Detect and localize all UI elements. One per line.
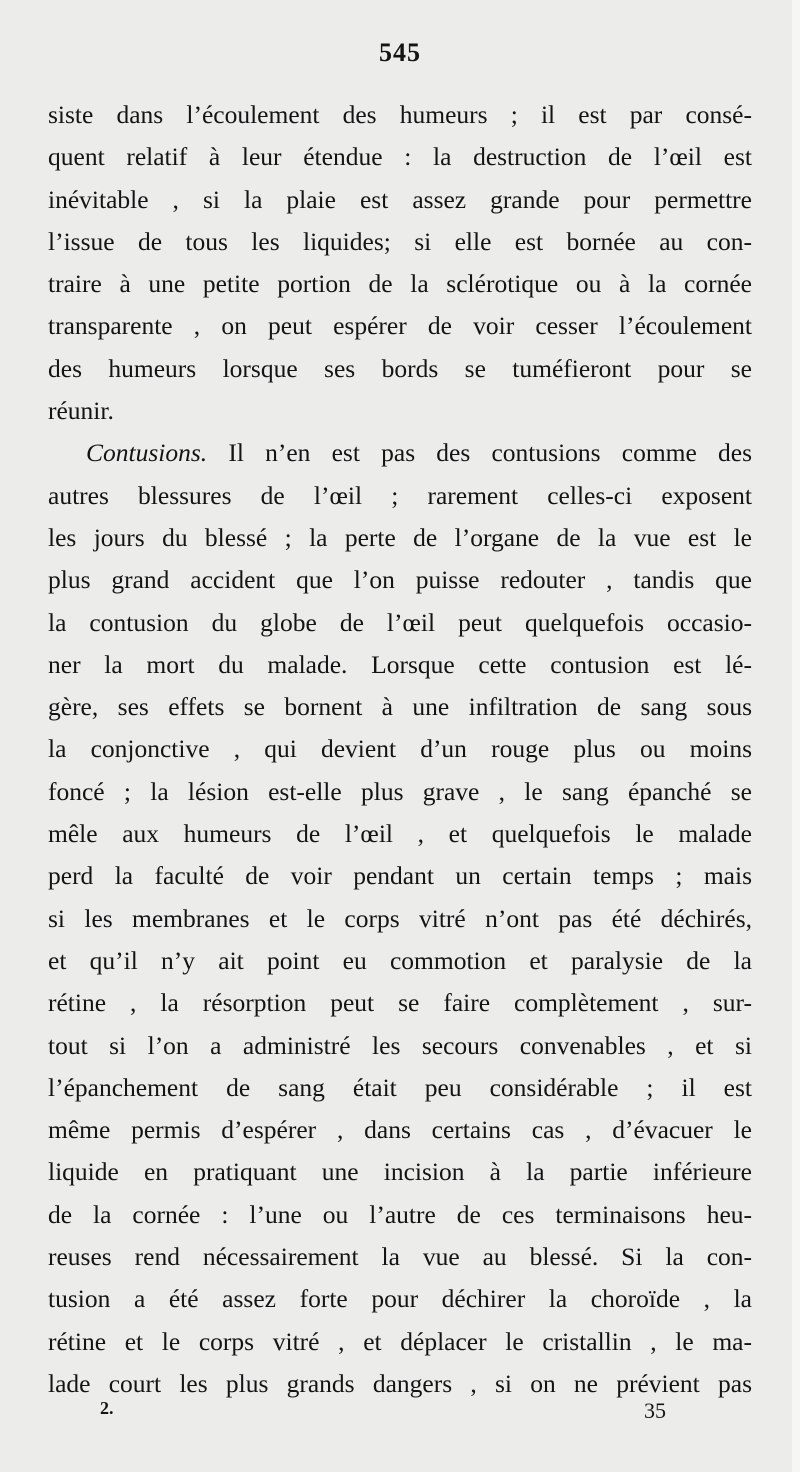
text-line: la conjonctive , qui devient d’un rouge plus ou moins: [48, 734, 752, 764]
text-line: ner la mort du malade. Lorsque cette contusion est lé-: [48, 649, 752, 679]
text-line: tout si l’on a administré les secours convenables , et si: [48, 1030, 752, 1060]
text-line: rétine , la résorption peut se faire complètement , sur-: [48, 988, 752, 1018]
text-line: l’épanchement de sang était peu considérable ; il est: [48, 1072, 752, 1102]
text-line: des humeurs lorsque ses bords se tuméfieront pour se: [48, 353, 752, 383]
text-line: transparente , on peut espérer de voir cesser l’écoulement: [48, 311, 752, 341]
text-line: même permis d’espérer , dans certains cas , d’évacuer le: [48, 1115, 752, 1145]
text-line: et qu’il n’y ait point eu commotion et paralysie de la: [48, 945, 752, 975]
text-line: l’issue de tous les liquides; si elle est bornée au con-: [48, 226, 752, 256]
text-run: Il n’en est pas des contusions comme des: [207, 438, 752, 468]
text-line: foncé ; la lésion est-elle plus grave , le sang épanché se: [48, 776, 752, 806]
section-heading-contusions: Contusions.: [86, 438, 208, 468]
text-line: liquide en pratiquant une incision à la partie inférieure: [48, 1157, 752, 1187]
text-line: autres blessures de l’œil ; rarement celles-ci exposent: [48, 480, 752, 510]
paragraph-start-line: [48, 432, 752, 474]
text-line: tusion a été assez forte pour déchirer la choroïde , la: [48, 1284, 752, 1314]
text-line: si les membranes et le corps vitré n’ont pas été déchirés,: [48, 903, 752, 933]
text-line: reuses rend nécessairement la vue au blessé. Si la con-: [48, 1242, 752, 1272]
text-line: traire à une petite portion de la sclérotique ou à la cornée: [48, 269, 752, 299]
text-line: perd la faculté de voir pendant un certain temps ; mais: [48, 861, 752, 891]
text-line: rétine et le corps vitré , et déplacer le cristallin , le ma-: [48, 1326, 752, 1356]
text-line: gère, ses effets se bornent à une infiltration de sang sous: [48, 692, 752, 722]
text-line: plus grand accident que l’on puisse redouter , tandis que: [48, 565, 752, 595]
folio-number: 35: [644, 1398, 666, 1423]
text-line: réunir.: [48, 396, 114, 426]
page-footer: [0, 1398, 800, 1428]
body-text: [48, 94, 752, 1405]
text-line: siste dans l’écoulement des humeurs ; il est par consé-: [48, 100, 752, 129]
page-number: 545: [379, 38, 421, 67]
text-line: quent relatif à leur étendue : la destruction de l’œil est: [48, 142, 752, 172]
text-line: la contusion du globe de l’œil peut quelquefois occasio-: [48, 607, 752, 637]
text-line: mêle aux humeurs de l’œil , et quelquefois le malade: [48, 819, 752, 849]
text-line: lade court les plus grands dangers , si on ne prévient pas: [48, 1368, 752, 1398]
text-line: de la cornée : l’une ou l’autre de ces terminaisons heu-: [48, 1199, 752, 1229]
page-edge: [792, 0, 800, 1472]
text-line: inévitable , si la plaie est assez grande pour permettre: [48, 184, 752, 214]
signature-mark: 2.: [100, 1398, 114, 1418]
text-line: les jours du blessé ; la perte de l’organe de la vue est le: [48, 522, 752, 552]
